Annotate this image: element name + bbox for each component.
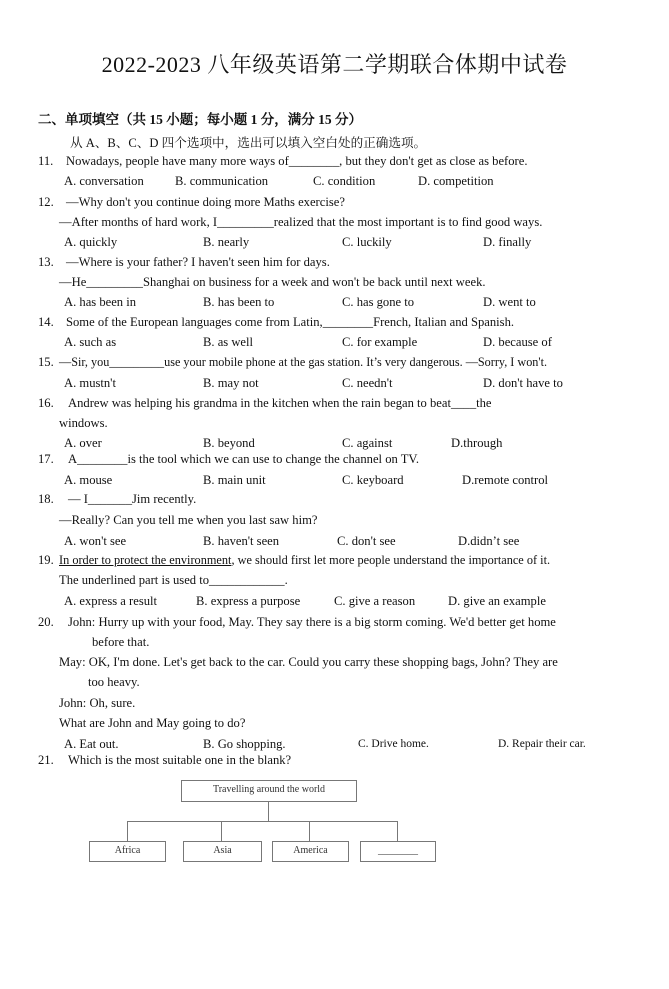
- option-d[interactable]: D. Repair their car.: [498, 738, 586, 750]
- question-stem-2: —Really? Can you tell me when you last saw him?: [59, 513, 318, 527]
- option-d[interactable]: D.didn’t see: [458, 534, 520, 548]
- tree-child-label: America: [293, 845, 328, 856]
- question-stem-2: May: OK, I'm done. Let's get back to the car. Could you carry these shopping bags, John? They are: [59, 655, 558, 669]
- option-c[interactable]: C. keyboard: [342, 473, 404, 487]
- option-a[interactable]: A. express a result: [64, 594, 158, 608]
- question-stem: Which is the most suitable one in the blank?: [68, 753, 292, 767]
- question-stem-2: The underlined part is used to____________.: [59, 573, 288, 587]
- option-c[interactable]: C. needn't: [342, 376, 393, 390]
- question-stem: John: Hurry up with your food, May. They say there is a big storm coming. We'd better get home: [68, 615, 556, 629]
- option-a[interactable]: A. quickly: [64, 235, 118, 249]
- tree-connector: [309, 821, 310, 841]
- tree-connector: [268, 801, 269, 821]
- option-a[interactable]: A. mustn't: [64, 376, 116, 390]
- section-heading: 二、单项填空（共 15 小题；每小题 1 分，满分 15 分）: [38, 112, 362, 127]
- question-stem-2-cont: too heavy.: [88, 675, 140, 689]
- option-b[interactable]: B. has been to: [203, 295, 275, 309]
- question-stem: A________is the tool which we can use to change the channel on TV.: [68, 452, 420, 466]
- option-a[interactable]: A. has been in: [64, 295, 137, 309]
- tree-connector: [127, 821, 128, 841]
- option-c[interactable]: C. against: [342, 436, 393, 450]
- question-stem-4: What are John and May going to do?: [59, 716, 246, 730]
- tree-connector: [397, 821, 398, 841]
- option-a[interactable]: A. such as: [64, 335, 117, 349]
- question-stem: Nowadays, people have many more ways of________, but they don't get as close as before.: [66, 154, 528, 168]
- option-b[interactable]: B. express a purpose: [196, 594, 301, 608]
- option-d[interactable]: D. went to: [483, 295, 536, 309]
- tree-child-box: [183, 841, 262, 862]
- question-number: 18.: [38, 492, 54, 506]
- question-stem: Andrew was helping his grandma in the kitchen when the rain began to beat____the: [68, 396, 492, 410]
- option-b[interactable]: B. may not: [203, 376, 259, 390]
- question-number: 15.: [38, 355, 54, 369]
- tree-root-box: [181, 780, 357, 802]
- option-c[interactable]: C. luckily: [342, 235, 392, 249]
- option-b[interactable]: B. main unit: [203, 473, 266, 487]
- question-number: 14.: [38, 315, 54, 329]
- option-d[interactable]: D. don't have to: [483, 376, 563, 390]
- question-number: 13.: [38, 255, 54, 269]
- option-b[interactable]: B. as well: [203, 335, 254, 349]
- stem-rest: , we should first let more people understand the importance of it.: [231, 553, 551, 567]
- question-stem-3: John: Oh, sure.: [59, 696, 136, 710]
- question-stem: — I_______Jim recently.: [68, 492, 197, 506]
- option-b[interactable]: B. Go shopping.: [203, 737, 286, 751]
- option-c[interactable]: C. don't see: [337, 534, 396, 548]
- option-a[interactable]: A. over: [64, 436, 102, 450]
- tree-blank-label: ________: [378, 845, 418, 856]
- option-d[interactable]: D.through: [451, 436, 503, 450]
- tree-connector: [221, 821, 222, 841]
- option-b[interactable]: B. beyond: [203, 436, 255, 450]
- tree-child-box: [272, 841, 349, 862]
- question-stem-cont: before that.: [92, 635, 150, 649]
- tree-root-label: Travelling around the world: [212, 784, 326, 795]
- question-number: 16.: [38, 396, 54, 410]
- option-a[interactable]: A. Eat out.: [64, 737, 119, 751]
- tree-connector: [127, 821, 397, 822]
- option-d[interactable]: D. give an example: [448, 594, 546, 608]
- option-a[interactable]: A. won't see: [64, 534, 127, 548]
- option-c[interactable]: C. for example: [342, 335, 418, 349]
- question-number: 17.: [38, 452, 54, 466]
- question-stem: —Where is your father? I haven't seen him for days.: [66, 255, 330, 269]
- tree-blank-box: [360, 841, 436, 862]
- tree-child-label: Asia: [213, 845, 232, 856]
- question-number: 21.: [38, 753, 54, 767]
- question-stem: —Sir, you_________use your mobile phone at the gas station. It’s very dangerous. —Sorry, I won't.: [59, 355, 548, 369]
- question-number: 11.: [38, 154, 54, 168]
- question-stem: —Why don't you continue doing more Maths exercise?: [66, 195, 345, 209]
- option-d[interactable]: D. competition: [418, 174, 494, 188]
- option-d[interactable]: D.remote control: [462, 473, 549, 487]
- question-number: 20.: [38, 615, 54, 629]
- question-stem: Some of the European languages come from Latin,________French, Italian and Spanish.: [66, 315, 515, 329]
- option-d[interactable]: D. finally: [483, 235, 532, 249]
- section-instruction: 从 A、B、C、D 四个选项中，选出可以填入空白处的正确选项。: [70, 136, 427, 150]
- option-a[interactable]: A. mouse: [64, 473, 113, 487]
- option-d[interactable]: D. because of: [483, 335, 552, 349]
- underlined-phrase: In order to protect the environment: [59, 553, 232, 567]
- question-stem-2: windows.: [59, 416, 108, 430]
- option-c[interactable]: C. Drive home.: [358, 738, 429, 750]
- option-c[interactable]: C. give a reason: [334, 594, 416, 608]
- question-stem: [59, 553, 550, 568]
- option-c[interactable]: C. has gone to: [342, 295, 415, 309]
- question-number: 12.: [38, 195, 54, 209]
- option-b[interactable]: B. nearly: [203, 235, 250, 249]
- question-stem-2: —After months of hard work, I_________realized that the most important is to find good ways.: [59, 215, 543, 229]
- tree-child-label: Africa: [114, 845, 141, 856]
- tree-child-box: [89, 841, 166, 862]
- question-stem-2: —He_________Shanghai on business for a week and won't be back until next week.: [59, 275, 486, 289]
- option-c[interactable]: C. condition: [313, 174, 376, 188]
- option-a[interactable]: A. conversation: [64, 174, 144, 188]
- question-number: 19.: [38, 553, 54, 567]
- option-b[interactable]: B. communication: [175, 174, 269, 188]
- exam-title: 2022-2023 八年级英语第二学期联合体期中试卷: [101, 52, 568, 77]
- option-b[interactable]: B. haven't seen: [203, 534, 280, 548]
